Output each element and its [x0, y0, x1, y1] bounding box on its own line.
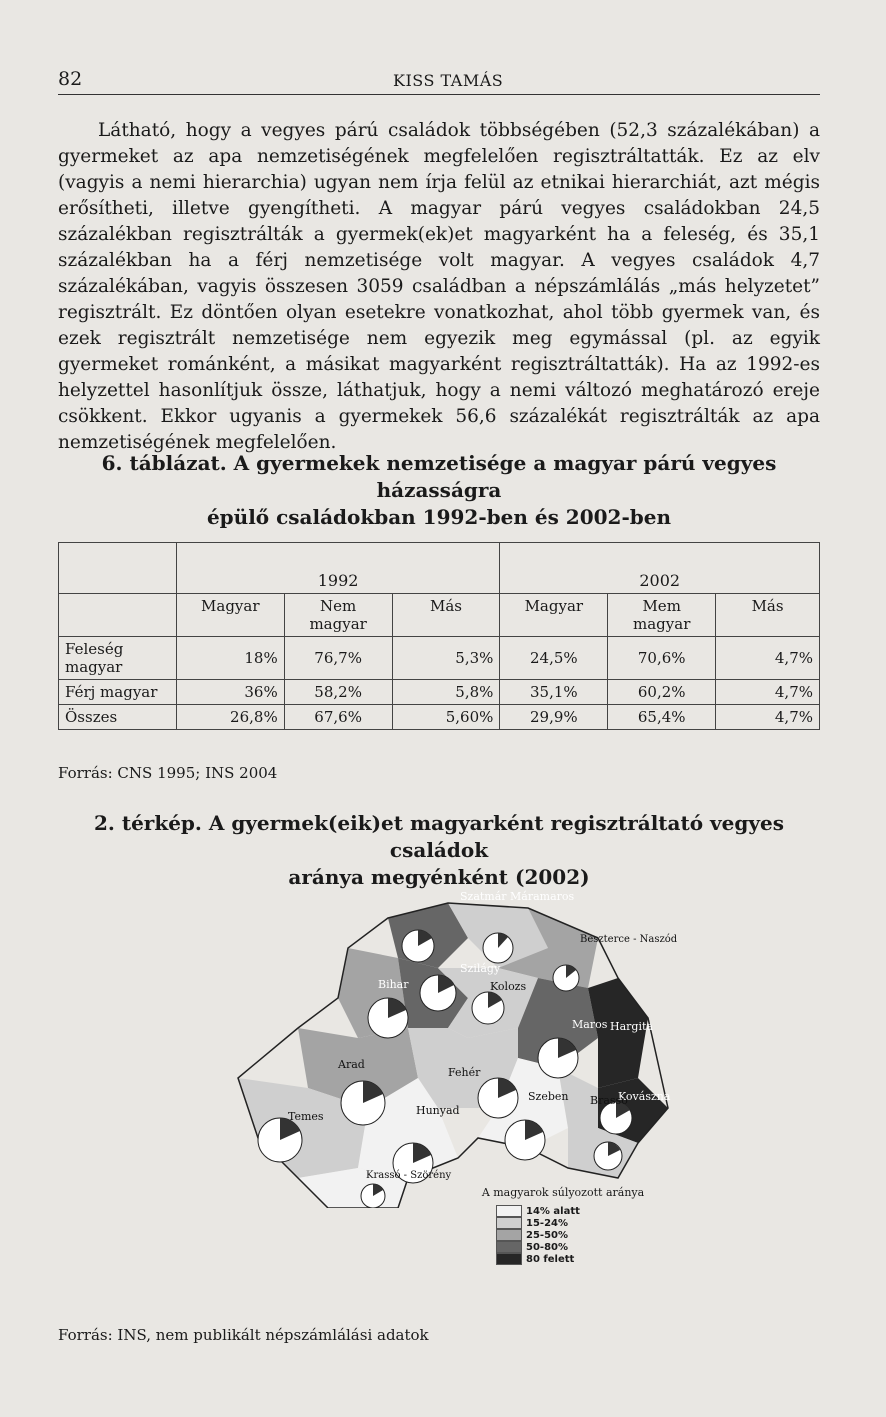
pie-chart	[368, 998, 408, 1038]
table-cell: 4,7%	[716, 680, 820, 705]
pie-chart	[553, 965, 579, 991]
table-cell: 29,9%	[500, 705, 608, 730]
table-cell: 18%	[176, 637, 284, 680]
county-label: Arad	[338, 1058, 365, 1071]
table-corner-cell	[59, 594, 177, 637]
row-label: Összes	[59, 705, 177, 730]
table-cell: 5,8%	[392, 680, 500, 705]
page-header	[58, 68, 820, 95]
legend-swatch	[496, 1217, 522, 1229]
row-label: Férj magyar	[59, 680, 177, 705]
pie-chart	[402, 930, 434, 962]
table-cell: 70,6%	[608, 637, 716, 680]
table-cell: 58,2%	[284, 680, 392, 705]
data-table	[58, 542, 820, 730]
legend-swatch	[496, 1205, 522, 1217]
legend-item	[496, 1229, 668, 1241]
table-cell: 36%	[176, 680, 284, 705]
legend-label: 50-80%	[526, 1241, 569, 1253]
map-source: Forrás: INS, nem publikált népszámlálási adatok	[58, 1326, 429, 1344]
table-subheader-row	[59, 594, 820, 637]
legend-item	[496, 1241, 668, 1253]
pie-chart	[505, 1120, 545, 1160]
legend-swatch	[496, 1253, 522, 1265]
pie-chart	[420, 975, 456, 1011]
table-caption	[58, 450, 820, 531]
row-label: Feleség magyar	[59, 637, 177, 680]
table-source: Forrás: CNS 1995; INS 2004	[58, 764, 278, 782]
county-region-hargita	[588, 978, 648, 1088]
pie-chart	[538, 1038, 578, 1078]
table-row	[59, 637, 820, 680]
county-label: Kovászna	[618, 1090, 671, 1103]
table-row	[59, 705, 820, 730]
county-label: Beszterce - Naszód	[580, 934, 678, 945]
table-cell: 4,7%	[716, 705, 820, 730]
county-map	[198, 878, 678, 1208]
legend-label: 14% alatt	[526, 1205, 580, 1217]
legend-item	[496, 1205, 668, 1217]
map-legend	[458, 1186, 668, 1265]
table-cell: 67,6%	[284, 705, 392, 730]
pie-chart	[483, 933, 513, 963]
county-label: Fehér	[448, 1066, 481, 1079]
table-cell: 5,60%	[392, 705, 500, 730]
county-label: Hargita	[610, 1020, 653, 1033]
table-year-row	[59, 543, 820, 594]
table-cell: 26,8%	[176, 705, 284, 730]
table-caption-line1: 6. táblázat. A gyermekek nemzetisége a magyar párú vegyes házasságra	[101, 451, 777, 502]
pie-chart	[472, 992, 504, 1024]
county-label: Maros	[572, 1018, 608, 1031]
county-label: Szeben	[528, 1090, 569, 1103]
column-header: Mem magyar	[608, 594, 716, 637]
map-caption-line2: aránya megyénként (2002)	[288, 865, 590, 889]
pie-chart	[361, 1184, 385, 1208]
table-row	[59, 680, 820, 705]
table-cell: 24,5%	[500, 637, 608, 680]
table-cell: 4,7%	[716, 637, 820, 680]
page	[58, 58, 826, 1388]
legend-label: 15-24%	[526, 1217, 569, 1229]
table-cell: 60,2%	[608, 680, 716, 705]
legend-item	[496, 1253, 668, 1265]
county-label: Hunyad	[416, 1104, 460, 1117]
county-label: Krassó - Szörény	[366, 1170, 452, 1181]
table-cell: 65,4%	[608, 705, 716, 730]
column-header: Nem magyar	[284, 594, 392, 637]
column-header: Más	[716, 594, 820, 637]
county-label: Brassó	[590, 1094, 628, 1107]
column-header: Más	[392, 594, 500, 637]
pie-chart	[594, 1142, 622, 1170]
legend-label: 80 felett	[526, 1253, 575, 1265]
table-cell: 5,3%	[392, 637, 500, 680]
page-number: 82	[58, 68, 83, 90]
county-label: Szilágy	[460, 962, 501, 975]
table-cell: 76,7%	[284, 637, 392, 680]
column-header: Magyar	[176, 594, 284, 637]
body-paragraph: Látható, hogy a vegyes párú családok többségében (52,3 százalékában) a gyermeket az apa nemzetiségének megfelelően regisztráltatták. Ez az elv (vagyis a nemi hierarchia) ugyan nem írja felül az etnikai hierarchiát, azt mégis erősítheti, illetve gyengítheti. A magyar párú vegyes családokban 24,5 százalékban regisztrálták a gyermek(ek)et magyarként ha a feleség, és 35,1 százalékban ha a férj nemzetisége volt magyar. A vegyes családok 4,7 százalékában, vagyis összesen 3059 családban a népszámlálás „más helyzetet” regisztrált. Ez döntően olyan esetekre vonatkozhat, ahol több gyermek van, és ezek regisztrált nemzetisége nem egyezik meg egymással (pl. az egyik gyermeket románként, a másikat magyarként regisztráltatták). Ha az 1992-es helyzettel hasonlítjuk össze, láthatjuk, hogy a nemi változó meghatározó ereje csökkent. Ekkor ugyanis a gyermekek 56,6 százalékát regisztrálták az apa nemzetiségének megfelelően.	[58, 120, 820, 453]
map-caption-line1: 2. térkép. A gyermek(eik)et magyarként regisztráltató vegyes családok	[94, 811, 784, 862]
county-label: Bihar	[378, 978, 409, 991]
county-label: Temes	[288, 1110, 324, 1123]
legend-title: A magyarok súlyozott aránya	[481, 1186, 645, 1199]
county-label: Kolozs	[490, 980, 527, 993]
legend-swatch	[496, 1229, 522, 1241]
table-cell: 35,1%	[500, 680, 608, 705]
pie-chart	[478, 1078, 518, 1118]
pie-chart	[341, 1081, 385, 1125]
county-label: Szatmár	[460, 890, 507, 903]
legend-item	[496, 1217, 668, 1229]
county-label: Máramaros	[510, 890, 575, 903]
year-header: 1992	[176, 543, 500, 594]
pie-chart	[258, 1118, 302, 1162]
legend-label: 25-50%	[526, 1229, 569, 1241]
running-head: KISS TAMÁS	[393, 71, 504, 90]
table-caption-line2: épülő családokban 1992-ben és 2002-ben	[206, 505, 672, 529]
year-header: 2002	[500, 543, 820, 594]
column-header: Magyar	[500, 594, 608, 637]
table-corner-cell	[59, 543, 177, 594]
legend-swatch	[496, 1241, 522, 1253]
